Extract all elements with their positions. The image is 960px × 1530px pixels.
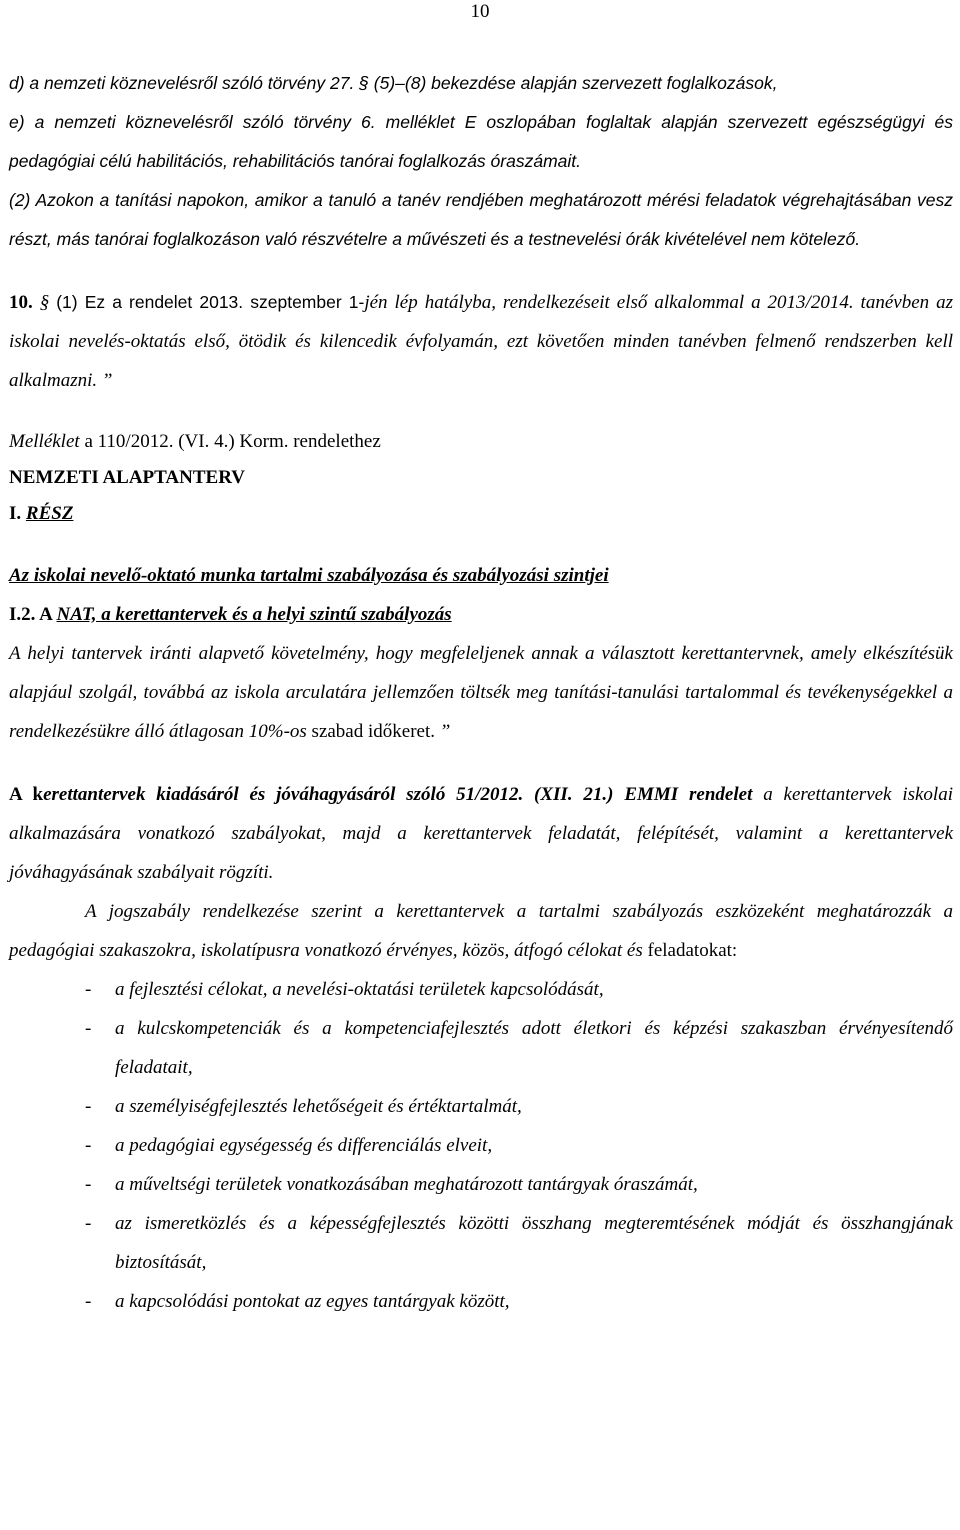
paragraph-helyi-tantervek (9, 634, 953, 751)
list-dash: - (85, 1291, 92, 1312)
paragraph-helyi-main: A helyi tantervek iránti alapvető követelmény, hogy megfeleljenek annak a választott kerettantervnek, amely elkészítésük alapjául szolgál, továbbá az iskola arculatára jellemzően töltsék meg tanítási-tanulási tartalommal és tevékenységekkel a rendelkezésükre álló átlagosan 10%-os (9, 643, 953, 742)
paragraph-jogszabaly (9, 892, 953, 970)
document-body (9, 64, 953, 1321)
jogszabaly-main: A jogszabály rendelkezése szerint a kerettantervek a tartalmi szabályozás eszközeként meghatározzák a pedagógiai szakaszokra, iskolatípusra vonatkozó érvényes, közös, átfogó célokat és (9, 901, 953, 961)
jogszabaly-tail: feladatokat: (642, 940, 738, 961)
heading-i2 (9, 595, 953, 634)
list-item: - a fejlesztési célokat, a nevelési-oktatási területek kapcsolódását, (9, 970, 953, 1009)
list-item: - a személyiségfejlesztés lehetőségeit és értéktartalmát, (9, 1087, 953, 1126)
part-number: I. (9, 503, 26, 524)
list-item: - a pedagógiai egységesség és differenciálás elveit, (9, 1126, 953, 1165)
part-name: RÉSZ (25, 503, 74, 524)
list-dash: - (85, 1213, 92, 1234)
paragraph-2: (2) Azokon a tanítási napokon, amikor a tanuló a tanév rendjében meghatározott mérési feladatok végrehajtásában vesz részt, más tanórai foglalkozáson való részvételre a művészeti és a testnevelési órák kivételével nem kötelező. (9, 190, 953, 249)
nat-title: NEMZETI ALAPTANTERV (9, 467, 245, 488)
annex-label: Melléklet (9, 431, 80, 452)
emmi-rest: a kerettantervek iskolai alkalmazására vonatkozó szabályokat, majd a kerettantervek feladatát, felépítését, valamint a kerettantervek jóváhagyásának szabályait rögzíti. (9, 784, 953, 883)
list-dash: - (85, 1135, 92, 1156)
annex-line (9, 424, 953, 460)
heading-iskolai: Az iskolai nevelő-oktató munka tartalmi szabályozása és szabályozási szintjei (9, 565, 609, 586)
list-item: - a kapcsolódási pontokat az egyes tantárgyak között, (9, 1282, 953, 1321)
heading-i2-number: I.2. A (9, 604, 57, 625)
emmi-lead: A k (9, 784, 44, 805)
part-title (9, 496, 953, 532)
list-item: - a kulcskompetenciák és a kompetenciafejlesztés adott életkori és képzési szakaszban érvényesítendő feladatait, (9, 1009, 953, 1087)
emmi-title: erettantervek kiadásáról és jóváhagyásáról szóló 51/2012. (XII. 21.) EMMI rendelet (43, 784, 753, 805)
paragraph-helyi-tail: szabad időkeret. (306, 721, 435, 742)
paragraph-emmi (9, 775, 953, 892)
list-item: - a műveltségi területek vonatkozásában meghatározott tantárgyak óraszámát, (9, 1165, 953, 1204)
section-symbol: § (39, 292, 50, 313)
closing-quote-2: ” (439, 721, 451, 742)
item-e: e) a nemzeti köznevelésről szóló törvény 6. melléklet E oszlopában foglaltak alapján szervezett egészségügyi és pedagógiai célú habilitációs, rehabilitációs tanórai foglalkozás óraszámait. (9, 112, 953, 171)
heading-i2-text: NAT, a kerettantervek és a helyi szintű szabályozás (56, 604, 452, 625)
closing-quote: ” (101, 370, 113, 391)
page-number: 10 (470, 1, 490, 22)
section-text-italic: jén lép hatályba, rendelkezéseit első alkalommal a 2013/2014. tanévben az iskolai nevelés-oktatás első, ötödik és kilencedik évfolyamán, ezt követően minden tanévben felmenő rendszerben kell alkalmazni. (9, 292, 954, 391)
section-text-upright: (1) Ez a rendelet 2013. szeptember 1- (56, 292, 365, 312)
goals-list (9, 970, 953, 1321)
annex-reference: a 110/2012. (VI. 4.) Korm. rendelethez (79, 431, 381, 452)
list-item: - az ismeretközlés és a képességfejlesztés közötti összhang megteremtésének módját és összhangjának biztosítását, (9, 1204, 953, 1282)
section-10 (9, 283, 953, 400)
list-dash: - (85, 1174, 92, 1195)
item-d: d) a nemzeti köznevelésről szóló törvény 27. § (5)–(8) bekezdése alapján szervezett foglalkozások, (9, 73, 778, 93)
list-dash: - (85, 979, 92, 1000)
list-dash: - (85, 1018, 92, 1039)
list-dash: - (85, 1096, 92, 1117)
section-number: 10. (9, 292, 33, 313)
